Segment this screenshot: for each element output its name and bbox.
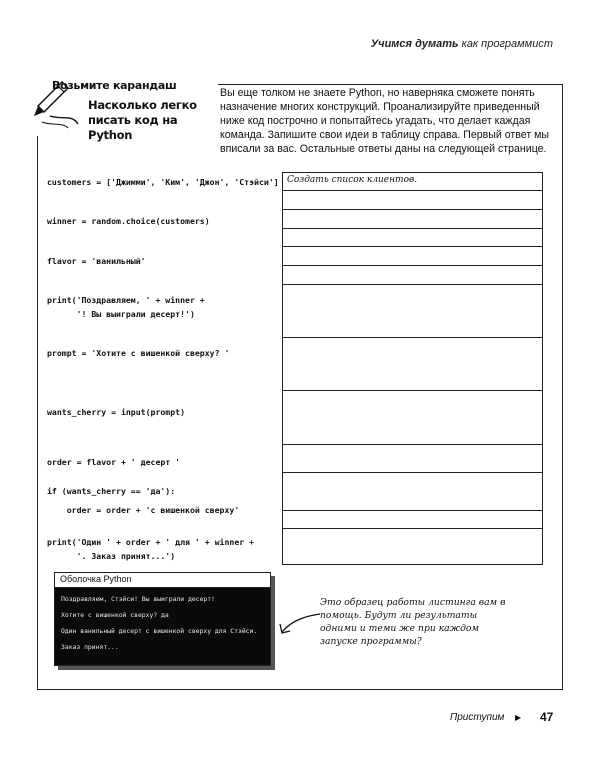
code-line: customers = ['Джимми', 'Ким', 'Джон', 'Стэйси'] (47, 177, 279, 187)
code-line: if (wants_cherry == 'да'): (47, 486, 176, 496)
shell-output-line: Заказ принят... (61, 643, 119, 651)
page-number: 47 (540, 710, 554, 724)
shell-titlebar (55, 573, 270, 588)
code-line: print('Поздравляем, ' + winner + (47, 295, 205, 305)
answer-first: Создать список клиентов. (287, 175, 418, 185)
shell-output-line: Поздравляем, Стэйси! Вы выиграли десерт! (61, 595, 215, 603)
footer-chapter-label: Приступим (450, 712, 505, 723)
header-title-light: как программист (458, 38, 553, 50)
annotation-note: Это образец работы листинга вам в помощь. Будут ли результаты одними и теми же при каждом запуске программы? (320, 597, 506, 647)
code-line: print('Один ' + order + ' для ' + winner + (47, 537, 255, 547)
answer-row[interactable] (283, 472, 542, 473)
code-line: winner = random.choice(customers) (47, 216, 210, 226)
code-line: order = order + 'с вишенкой сверху' (47, 505, 240, 515)
shell-title: Оболочка Python (60, 574, 132, 584)
sharpen-pencil-box (32, 76, 218, 142)
shell-output-line: Один ванильный десерт с вишенкой сверху для Стэйси. (61, 627, 258, 635)
code-line: order = flavor + ' десерт ' (47, 457, 181, 467)
answer-table (282, 172, 543, 565)
code-line: flavor = 'ванильный' (47, 256, 146, 266)
answer-row[interactable] (283, 284, 542, 285)
page-header-title (371, 38, 553, 50)
python-shell-window (54, 572, 271, 666)
pencil-title: Возьмите карандаш (52, 79, 177, 92)
code-line: '. Заказ принят...') (47, 551, 176, 561)
answer-row[interactable] (283, 444, 542, 445)
intro-paragraph: Вы еще толком не знаете Python, но наверняка сможете понять назначение многих конструкций. Проанализируйте приведенный ниже код построчно и попытайтесь угадать, что делает каждая команда. Запишите свои идеи в таблицу справа. Первый ответ мы вписали за вас. Остальные ответы даны на следующей странице. (220, 87, 550, 155)
answer-row[interactable] (283, 337, 542, 338)
answer-row[interactable] (283, 209, 542, 210)
answer-row[interactable] (283, 390, 542, 391)
pencil-subtitle: Насколько легко писать код на Python (88, 98, 197, 142)
footer-arrow-icon: ▶ (515, 713, 522, 722)
answer-row[interactable] (283, 228, 542, 229)
header-title-bold: Учимся думать (370, 38, 459, 50)
shell-output-line: Хотите с вишенкой сверху? да (61, 611, 169, 619)
answer-row[interactable] (283, 510, 542, 511)
answer-row[interactable] (283, 190, 542, 191)
code-line: prompt = 'Хотите с вишенкой сверху? ' (47, 348, 230, 358)
code-line: '! Вы выиграли десерт!') (47, 309, 195, 319)
answer-row[interactable] (283, 528, 542, 529)
code-line: wants_cherry = input(prompt) (47, 407, 186, 417)
answer-row[interactable] (283, 246, 542, 247)
annotation-arrow-icon (276, 610, 324, 640)
answer-row[interactable] (283, 265, 542, 266)
